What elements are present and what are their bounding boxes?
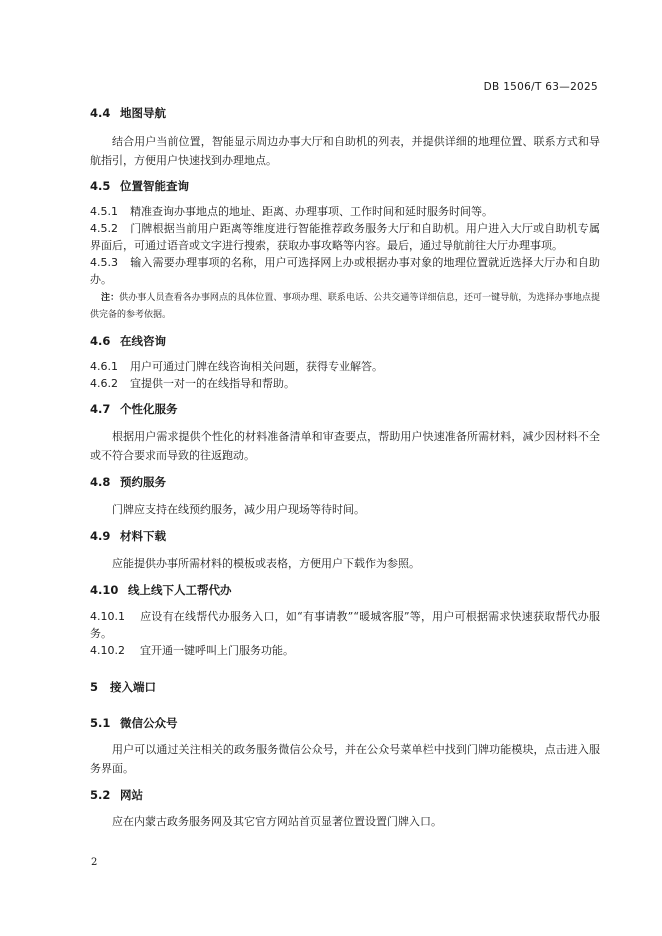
clause-4-10-2: 4.10.2 宜开通一键呼叫上门服务功能。 (90, 644, 294, 657)
document-body (90, 105, 600, 831)
note-label: 注： (101, 293, 120, 303)
section-title: 微信公众号 (120, 716, 178, 730)
section-heading-5-2 (90, 787, 600, 804)
clause-4-6-2: 4.6.2 宜提供一对一的在线指导和帮助。 (90, 377, 295, 390)
section-number: 4.8 (90, 475, 111, 489)
section-title: 个性化服务 (120, 402, 178, 416)
section-title: 地图导航 (120, 106, 166, 120)
section-title: 网站 (120, 788, 143, 802)
section-number: 4.10 (90, 583, 119, 597)
section-title: 在线咨询 (120, 334, 166, 348)
note (90, 290, 600, 324)
document-code: DB 1506/T 63—2025 (483, 81, 598, 93)
section-number: 4.6 (90, 334, 111, 348)
section-number: 4.7 (90, 402, 111, 416)
chapter-heading-5 (90, 679, 600, 696)
section-heading-4-6 (90, 333, 600, 350)
note-text: 供办事人员查看各办事网点的具体位置、事项办理、联系电话、公共交通等详细信息，还可一键导航，为选择办事地点提供完备的参考依据。 (90, 293, 600, 320)
section-heading-4-5 (90, 178, 600, 195)
section-paragraph: 根据用户需求提供个性化的材料准备清单和审查要点，帮助用户快速准备所需材料，减少因材料不全或不符合要求而导致的往返跑动。 (90, 430, 600, 462)
section-heading-4-9 (90, 528, 600, 545)
section-paragraph: 应能提供办事所需材料的模板或表格，方便用户下载作为参照。 (112, 557, 420, 570)
chapter-number: 5 (90, 680, 99, 694)
page-number: 2 (91, 857, 98, 868)
section-title: 预约服务 (120, 475, 166, 489)
section-heading-4-7 (90, 401, 600, 418)
section-heading-4-4 (90, 105, 600, 122)
clause-4-6-1: 4.6.1 用户可通过门牌在线咨询相关问题，获得专业解答。 (90, 360, 383, 373)
section-paragraph: 应在内蒙古政务服务网及其它官方网站首页显著位置设置门牌入口。 (112, 815, 442, 828)
section-number: 4.9 (90, 529, 111, 543)
section-paragraph: 结合用户当前位置，智能显示周边办事大厅和自助机的列表，并提供详细的地理位置、联系方式和导航指引，方便用户快速找到办理地点。 (90, 135, 600, 167)
section-title: 位置智能查询 (120, 179, 189, 193)
clause-4-5-1: 4.5.1 精准查询办事地点的地址、距离、办理事项、工作时间和延时服务时间等。 (90, 205, 493, 218)
section-heading-4-10 (90, 582, 600, 599)
section-heading-4-8 (90, 474, 600, 491)
chapter-title: 接入端口 (110, 680, 156, 694)
section-number: 4.5 (90, 179, 111, 193)
section-paragraph: 用户可以通过关注相关的政务服务微信公众号，并在公众号菜单栏中找到门牌功能模块，点击进入服务界面。 (90, 743, 600, 775)
section-number: 5.2 (90, 788, 111, 802)
section-paragraph: 门牌应支持在线预约服务，减少用户现场等待时间。 (112, 503, 365, 516)
section-number: 5.1 (90, 716, 111, 730)
section-title: 线上线下人工帮代办 (128, 583, 232, 597)
clause-4-10-1: 4.10.1 应设有在线帮代办服务入口，如“有事请教”“暖城客服”等，用户可根据需求快速获取帮代办服务。 (90, 610, 600, 640)
clause-4-5-3: 4.5.3 输入需要办理事项的名称，用户可选择网上办或根据办事对象的地理位置就近选择大厅办和自助办。 (90, 256, 600, 286)
section-number: 4.4 (90, 106, 111, 120)
clause-4-5-2: 4.5.2 门牌根据当前用户距离等维度进行智能推荐政务服务大厅和自助机。用户进入大厅或自助机专属界面后，可通过语音或文字进行搜索，获取办事攻略等内容。最后，通过导航前往大厅办理事项。 (90, 222, 600, 252)
section-title: 材料下载 (120, 529, 166, 543)
section-heading-5-1 (90, 715, 600, 732)
